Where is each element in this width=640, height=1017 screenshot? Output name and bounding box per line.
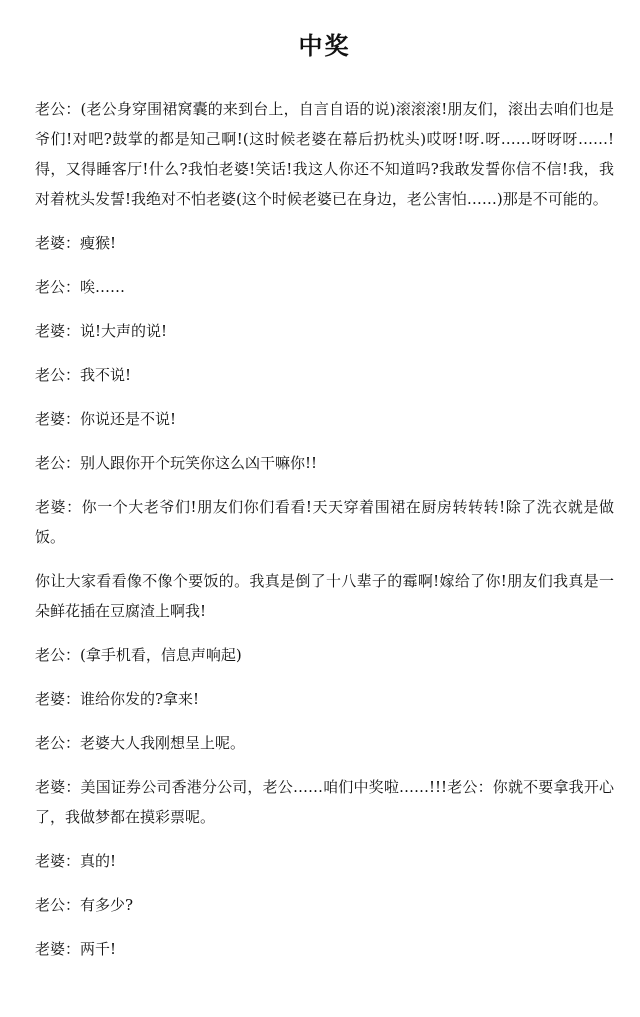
paragraph: 老公：(拿手机看，信息声响起) <box>35 646 242 664</box>
paragraph: 老婆：瘦猴! <box>35 234 117 252</box>
paragraph: 老婆：美国证券公司香港分公司，老公……咱们中奖啦……!!!老公：你就不要拿我开心了，我做梦都在摸彩票呢。 <box>35 778 614 826</box>
paragraph: 你让大家看看像不像个要饭的。我真是倒了十八辈子的霉啊!嫁给了你!朋友们我真是一朵鲜花插在豆腐渣上啊我! <box>35 572 614 620</box>
paragraph: 老公：别人跟你开个玩笑你这么凶干嘛你!! <box>35 454 318 472</box>
paragraph-intro: 老公：(老公身穿围裙窝囊的来到台上，自言自语的说)滚滚滚!朋友们，滚出去咱们也是爷们!对吧?鼓掌的都是知己啊!(这时候老婆在幕后扔枕头)哎呀!呀.呀……呀呀呀……!得，又得睡客厅!什么?我怕老婆!笑话!我这人你还不知道吗?我敢发誓你信不信!我，我对着枕头发誓!我绝对不怕老婆(这个时候老婆已在身边，老公害怕……)那是不可能的。 <box>35 100 614 208</box>
paragraph: 老婆：说!大声的说! <box>35 322 168 340</box>
paragraph: 老婆：你说还是不说! <box>35 410 177 428</box>
paragraph: 老公：我不说! <box>35 366 132 384</box>
paragraph: 老公：老婆大人我刚想呈上呢。 <box>35 734 246 752</box>
paragraph: 老婆：真的! <box>35 852 117 870</box>
paragraph: 老公：有多少? <box>35 896 134 914</box>
paragraph: 老婆：谁给你发的?拿来! <box>35 690 200 708</box>
paragraph: 老公：唉…… <box>35 278 126 296</box>
paragraph: 老婆：两千! <box>35 940 117 958</box>
paragraph: 老婆：你一个大老爷们!朋友们你们看看!天天穿着围裙在厨房转转转!除了洗衣就是做饭。 <box>35 498 614 546</box>
document-title: 中奖 <box>298 32 351 60</box>
